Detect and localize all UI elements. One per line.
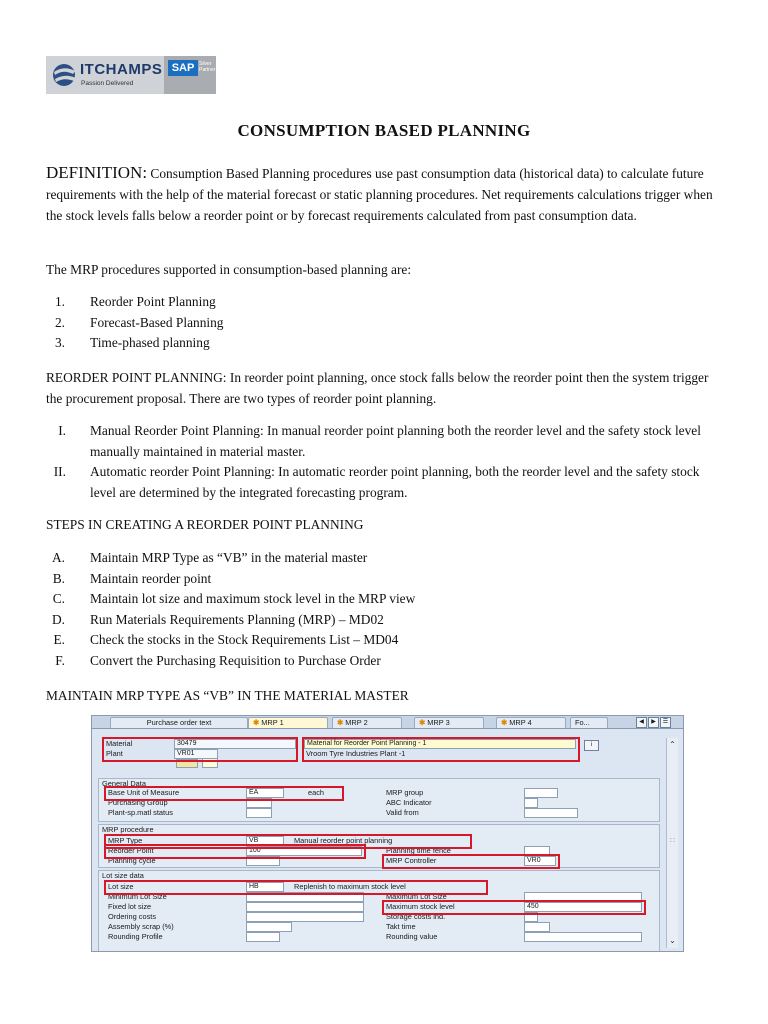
tab-forecasting[interactable]: Fo...: [570, 717, 608, 728]
tab-mrp2-label: MRP 2: [345, 718, 368, 727]
tab-list-icon[interactable]: ☰: [660, 717, 671, 728]
mrp-procedure-item: [46, 333, 722, 354]
planning-cycle-label: Planning cycle: [108, 856, 156, 865]
plant-label: Plant: [106, 749, 123, 758]
assembly-scrap-field[interactable]: [246, 922, 292, 932]
company-tagline: Passion Delivered: [81, 80, 134, 87]
tab-mrp2[interactable]: [332, 717, 402, 728]
mrp-group-label: MRP group: [386, 788, 424, 797]
highlight-material-desc: [302, 737, 580, 762]
sap-material-master-screenshot: [91, 715, 684, 952]
definition-label: DEFINITION:: [46, 163, 148, 182]
purchasing-group-label: Purchasing Group: [108, 798, 168, 807]
tab-scroll-right-icon[interactable]: ▶: [648, 717, 659, 728]
valid-from-label: Valid from: [386, 808, 419, 817]
mrp-procedure-text: Reorder Point Planning: [90, 294, 216, 309]
step-marker: E.: [53, 632, 65, 647]
mrp-procedure-item: [46, 313, 722, 334]
mrp-procedure-list: [46, 292, 722, 354]
lot-size-description: Replenish to maximum stock level: [294, 882, 406, 891]
base-uom-field[interactable]: EA: [246, 788, 284, 798]
definition-paragraph: [46, 162, 722, 226]
globe-icon: [51, 60, 77, 90]
storage-costs-label: Storage costs ind.: [386, 912, 446, 921]
step-text: Maintain MRP Type as “VB” in the material master: [90, 550, 368, 565]
tab-mrp1-label: MRP 1: [261, 718, 284, 727]
plant-field[interactable]: VR01: [174, 749, 218, 759]
mrp-group-field[interactable]: [524, 788, 558, 798]
max-stock-level-label: Maximum stock level: [386, 902, 455, 911]
mrp-type-description: Manual reorder point planning: [294, 836, 393, 845]
mrp-procedure-marker: 2.: [54, 314, 65, 330]
highlight-reorder-point: [104, 844, 366, 859]
reorder-point-label: Reorder Point: [108, 846, 154, 855]
planning-time-fence-label: Planning time fence: [386, 846, 451, 855]
step-item: [46, 651, 722, 672]
scroll-down-icon[interactable]: ⌄: [669, 936, 676, 945]
highlight-mrp-controller: [382, 854, 560, 869]
assembly-scrap-label: Assembly scrap (%): [108, 922, 174, 931]
general-data-title: General Data: [102, 779, 146, 788]
scroll-up-icon[interactable]: ⌃: [669, 740, 676, 749]
lot-size-label: Lot size: [108, 882, 134, 891]
material-field[interactable]: 30479: [174, 739, 296, 749]
reorder-type-marker: I.: [58, 423, 66, 438]
reorder-type-item: [46, 462, 722, 503]
ordering-costs-field[interactable]: [246, 912, 364, 922]
rounding-profile-field[interactable]: [246, 932, 280, 942]
status-ok-icon: ✱: [419, 718, 426, 727]
fixed-lot-size-field[interactable]: [246, 902, 364, 912]
rounding-value-field[interactable]: [524, 932, 642, 942]
step-item: [46, 548, 722, 569]
base-uom-description: each: [308, 788, 325, 797]
reorder-point-field[interactable]: 100: [246, 846, 362, 856]
itchamps-logo: [46, 56, 164, 94]
abc-indicator-label: ABC Indicator: [386, 798, 432, 807]
min-lot-size-label: Minimum Lot Size: [108, 892, 167, 901]
page-title: CONSUMPTION BASED PLANNING: [237, 121, 531, 140]
tab-strip: [92, 716, 683, 729]
definition-text: Consumption Based Planning procedures use past consumption data (historical data) to calculate future requirements with the help of the material forecast or static planning procedures. Net requirements calculations trigger when the stock levels falls below a reorder point or by forecast requirements calculated from past consumption data.: [46, 166, 713, 223]
tab-mrp3-label: MRP 3: [427, 718, 450, 727]
steps-heading: STEPS IN CREATING A REORDER POINT PLANNING: [46, 517, 364, 532]
reorder-type-item: [46, 421, 722, 462]
highlight-material-plant: [102, 737, 298, 762]
takt-time-label: Takt time: [386, 922, 416, 931]
plant-description: Vroom Tyre Industries Plant -1: [306, 749, 406, 758]
reorder-paragraph: REORDER POINT PLANNING: In reorder point planning, once stock falls below the reorder point then the system trigger the procurement proposal. There are two types of reorder point planning.: [46, 370, 709, 406]
mrp-procedure-text: Forecast-Based Planning: [90, 314, 224, 330]
step-text: Check the stocks in the Stock Requirements List – MD04: [90, 632, 399, 647]
mrp-procedure-text: Time-phased planning: [90, 335, 210, 350]
ordering-costs-label: Ordering costs: [108, 912, 157, 921]
max-stock-level-field[interactable]: 450: [524, 902, 642, 912]
lot-size-title: Lot size data: [102, 871, 144, 880]
step-text: Convert the Purchasing Requisition to Purchase Order: [90, 652, 381, 668]
step-item: [46, 589, 722, 610]
plant-status-field[interactable]: [246, 808, 272, 818]
scroll-grip-icon[interactable]: ∷: [669, 836, 676, 845]
company-name: ITCHAMPS: [80, 61, 163, 78]
valid-from-field[interactable]: [524, 808, 578, 818]
tab-purchase-order-text[interactable]: Purchase order text: [110, 717, 248, 728]
tab-mrp3[interactable]: [414, 717, 484, 728]
rounding-value-label: Rounding value: [386, 932, 438, 941]
highlight-lot-size: [104, 880, 488, 895]
abc-indicator-field[interactable]: [524, 798, 538, 808]
plant-status-label: Plant-sp.matl status: [108, 808, 173, 817]
mrp-procedure-marker: 1.: [54, 294, 65, 309]
step-marker: F.: [55, 652, 65, 668]
reorder-type-marker: II.: [53, 464, 66, 479]
step-marker: A.: [51, 550, 65, 565]
reorder-type-text: Automatic reorder Point Planning: In automatic reorder point planning, both the reorder level and the safety stock level are determined by the integrated forecasting program.: [90, 464, 700, 500]
lot-size-field[interactable]: HB: [246, 882, 284, 892]
step-item: [46, 569, 722, 590]
material-label: Material: [106, 739, 133, 748]
mrp-controller-field[interactable]: VR0: [524, 856, 556, 866]
tab-mrp4[interactable]: [496, 717, 566, 728]
step-text: Maintain reorder point: [90, 570, 212, 586]
status-ok-icon: ✱: [337, 718, 344, 727]
tab-mrp1[interactable]: [248, 717, 328, 728]
tab-mrp4-label: MRP 4: [509, 718, 532, 727]
mrp-type-field[interactable]: VB: [246, 836, 284, 846]
mrp-procedure-marker: 3.: [54, 335, 65, 350]
info-icon[interactable]: i: [584, 740, 599, 751]
step-item: [46, 610, 722, 631]
max-lot-size-label: Maximum Lot Size: [386, 892, 447, 901]
maintain-heading: MAINTAIN MRP TYPE AS “VB” IN THE MATERIAL MASTER: [46, 688, 409, 703]
rounding-profile-label: Rounding Profile: [108, 932, 163, 941]
step-marker: D.: [51, 611, 65, 627]
mrp-type-label: MRP Type: [108, 836, 143, 845]
partner-label: Silver Partner: [199, 61, 216, 73]
status-ok-icon: ✱: [253, 718, 260, 727]
step-marker: B.: [52, 570, 65, 586]
status-ok-icon: ✱: [501, 718, 508, 727]
reorder-type-list: [46, 421, 722, 503]
takt-time-field[interactable]: [524, 922, 550, 932]
sap-partner-logo: [164, 56, 216, 94]
base-uom-label: Base Unit of Measure: [108, 788, 180, 797]
mrp-procedure-item: [46, 292, 722, 313]
vertical-scrollbar[interactable]: [666, 738, 678, 948]
step-marker: C.: [52, 591, 65, 606]
step-item: [46, 630, 722, 651]
tab-scroll-left-icon[interactable]: ◀: [636, 717, 647, 728]
mrp-controller-label: MRP Controller: [386, 856, 437, 865]
steps-list: [46, 548, 722, 671]
highlight-max-stock: [382, 900, 646, 915]
material-description: Material for Reorder Point Planning - 1: [304, 739, 576, 749]
mrp-procedure-title: MRP procedure: [102, 825, 154, 834]
sap-mark: SAP: [168, 60, 198, 76]
company-logo: [46, 56, 216, 94]
step-text: Run Materials Requirements Planning (MRP) – MD02: [90, 611, 384, 627]
mrp-intro: The MRP procedures supported in consumption-based planning are:: [46, 262, 412, 277]
reorder-type-text: Manual Reorder Point Planning: In manual reorder point planning both the reorder level and the safety stock level manually maintained in material master.: [90, 423, 701, 459]
fixed-lot-size-label: Fixed lot size: [108, 902, 152, 911]
highlight-base-uom: [104, 786, 344, 801]
step-text: Maintain lot size and maximum stock level in the MRP view: [90, 591, 416, 606]
